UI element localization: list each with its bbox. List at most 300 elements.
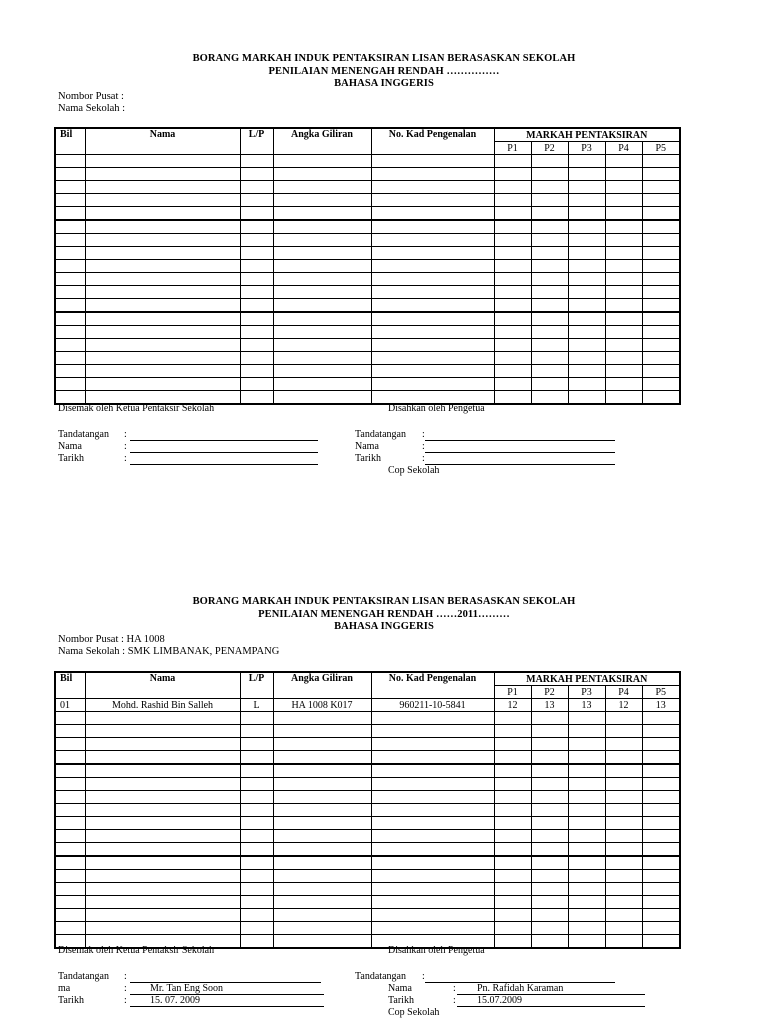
table-cell[interactable] [494, 391, 531, 405]
table-cell[interactable] [531, 778, 568, 791]
table-cell[interactable] [494, 286, 531, 299]
table-cell[interactable] [494, 247, 531, 260]
table-cell[interactable] [371, 909, 494, 922]
table-cell[interactable]: 13 [531, 699, 568, 712]
table-cell[interactable] [605, 738, 642, 751]
table-cell[interactable] [85, 738, 240, 751]
table-cell[interactable] [605, 804, 642, 817]
table-cell[interactable] [55, 870, 85, 883]
table-cell[interactable] [273, 299, 371, 313]
table-cell[interactable]: 13 [642, 699, 680, 712]
signature-line[interactable] [130, 429, 318, 441]
table-cell[interactable] [531, 273, 568, 286]
table-cell[interactable] [568, 843, 605, 857]
table-cell[interactable] [240, 378, 273, 391]
table-cell[interactable]: 01 [55, 699, 85, 712]
table-cell[interactable] [240, 365, 273, 378]
table-cell[interactable] [55, 883, 85, 896]
table-cell[interactable] [85, 804, 240, 817]
table-cell[interactable] [55, 299, 85, 313]
table-cell[interactable] [642, 791, 680, 804]
table-cell[interactable] [642, 896, 680, 909]
table-cell[interactable] [642, 194, 680, 207]
table-cell[interactable] [85, 194, 240, 207]
table-cell[interactable] [494, 339, 531, 352]
table-cell[interactable] [273, 883, 371, 896]
table-cell[interactable] [55, 378, 85, 391]
table-cell[interactable] [371, 168, 494, 181]
table-cell[interactable] [494, 181, 531, 194]
table-cell[interactable] [642, 168, 680, 181]
table-cell[interactable] [494, 194, 531, 207]
table-cell[interactable] [531, 181, 568, 194]
table-cell[interactable] [642, 725, 680, 738]
table-cell[interactable] [371, 220, 494, 234]
table-cell[interactable] [531, 922, 568, 935]
table-cell[interactable] [568, 712, 605, 725]
table-cell[interactable] [55, 751, 85, 765]
table-cell[interactable] [371, 725, 494, 738]
signature-line[interactable] [425, 429, 615, 441]
table-cell[interactable] [85, 299, 240, 313]
table-cell[interactable] [531, 365, 568, 378]
table-cell[interactable]: Mohd. Rashid Bin Salleh [85, 699, 240, 712]
table-cell[interactable] [55, 830, 85, 843]
table-cell[interactable] [568, 804, 605, 817]
table-cell[interactable] [605, 194, 642, 207]
table-cell[interactable] [494, 843, 531, 857]
table-cell[interactable] [642, 856, 680, 870]
table-cell[interactable] [494, 791, 531, 804]
table-cell[interactable] [240, 791, 273, 804]
table-cell[interactable] [642, 738, 680, 751]
table-cell[interactable] [273, 751, 371, 765]
table-cell[interactable] [85, 207, 240, 221]
table-cell[interactable]: 12 [494, 699, 531, 712]
table-cell[interactable] [85, 856, 240, 870]
table-cell[interactable] [371, 778, 494, 791]
table-cell[interactable] [85, 273, 240, 286]
table-cell[interactable] [605, 181, 642, 194]
table-cell[interactable] [55, 234, 85, 247]
table-cell[interactable] [85, 352, 240, 365]
table-cell[interactable] [568, 922, 605, 935]
table-cell[interactable] [531, 830, 568, 843]
table-cell[interactable] [568, 155, 605, 168]
table-cell[interactable] [605, 843, 642, 857]
table-cell[interactable] [494, 326, 531, 339]
table-cell[interactable] [494, 168, 531, 181]
table-cell[interactable] [273, 378, 371, 391]
table-cell[interactable] [605, 365, 642, 378]
table-cell[interactable] [531, 207, 568, 221]
table-cell[interactable] [85, 896, 240, 909]
table-cell[interactable] [273, 843, 371, 857]
table-cell[interactable] [605, 273, 642, 286]
table-cell[interactable] [642, 312, 680, 326]
table-cell[interactable] [85, 778, 240, 791]
table-cell[interactable] [240, 712, 273, 725]
signature-line[interactable] [130, 453, 318, 465]
table-cell[interactable] [55, 260, 85, 273]
table-cell[interactable] [85, 791, 240, 804]
table-cell[interactable] [55, 909, 85, 922]
table-cell[interactable] [605, 830, 642, 843]
table-cell[interactable] [240, 155, 273, 168]
table-cell[interactable] [273, 273, 371, 286]
table-cell[interactable] [273, 896, 371, 909]
table-cell[interactable] [568, 791, 605, 804]
table-cell[interactable] [605, 378, 642, 391]
table-cell[interactable] [85, 365, 240, 378]
table-cell[interactable] [55, 791, 85, 804]
table-cell[interactable] [568, 817, 605, 830]
table-cell[interactable] [531, 352, 568, 365]
table-cell[interactable] [55, 273, 85, 286]
table-cell[interactable] [273, 220, 371, 234]
table-cell[interactable] [240, 909, 273, 922]
table-cell[interactable] [494, 312, 531, 326]
table-cell[interactable] [240, 273, 273, 286]
table-cell[interactable] [273, 778, 371, 791]
table-cell[interactable] [240, 181, 273, 194]
table-cell[interactable] [531, 326, 568, 339]
table-cell[interactable] [568, 326, 605, 339]
table-cell[interactable] [605, 712, 642, 725]
table-cell[interactable] [531, 896, 568, 909]
table-cell[interactable] [55, 391, 85, 405]
table-cell[interactable] [568, 856, 605, 870]
table-cell[interactable] [642, 764, 680, 778]
table-cell[interactable] [273, 260, 371, 273]
table-cell[interactable] [240, 817, 273, 830]
signature-line[interactable] [130, 995, 324, 1007]
table-cell[interactable] [273, 870, 371, 883]
table-cell[interactable] [642, 883, 680, 896]
table-cell[interactable] [568, 751, 605, 765]
table-cell[interactable] [273, 764, 371, 778]
table-cell[interactable]: 13 [568, 699, 605, 712]
signature-line[interactable] [457, 983, 645, 995]
table-cell[interactable] [494, 922, 531, 935]
table-cell[interactable] [642, 352, 680, 365]
table-cell[interactable] [371, 339, 494, 352]
table-cell[interactable] [240, 352, 273, 365]
table-cell[interactable] [85, 712, 240, 725]
table-cell[interactable] [494, 909, 531, 922]
table-cell[interactable] [531, 247, 568, 260]
table-cell[interactable] [642, 922, 680, 935]
table-cell[interactable] [531, 751, 568, 765]
table-cell[interactable] [605, 312, 642, 326]
table-cell[interactable] [371, 155, 494, 168]
table-cell[interactable] [371, 883, 494, 896]
table-cell[interactable] [605, 247, 642, 260]
table-cell[interactable] [273, 352, 371, 365]
table-cell[interactable] [568, 194, 605, 207]
table-cell[interactable] [568, 365, 605, 378]
table-cell[interactable] [55, 286, 85, 299]
table-cell[interactable] [85, 155, 240, 168]
table-cell[interactable] [568, 778, 605, 791]
table-cell[interactable] [531, 312, 568, 326]
table-cell[interactable] [371, 870, 494, 883]
table-cell[interactable] [568, 896, 605, 909]
table-cell[interactable] [642, 751, 680, 765]
table-cell[interactable] [568, 352, 605, 365]
table-cell[interactable] [568, 181, 605, 194]
table-cell[interactable] [605, 909, 642, 922]
table-cell[interactable] [273, 712, 371, 725]
table-cell[interactable] [494, 273, 531, 286]
table-cell[interactable] [85, 286, 240, 299]
table-cell[interactable] [240, 843, 273, 857]
table-cell[interactable] [531, 339, 568, 352]
table-cell[interactable] [605, 751, 642, 765]
table-cell[interactable] [642, 181, 680, 194]
table-cell[interactable] [531, 725, 568, 738]
table-cell[interactable] [531, 260, 568, 273]
table-cell[interactable] [531, 194, 568, 207]
table-cell[interactable] [371, 326, 494, 339]
table-cell[interactable] [371, 751, 494, 765]
table-cell[interactable] [531, 299, 568, 313]
table-cell[interactable] [371, 378, 494, 391]
table-cell[interactable] [605, 856, 642, 870]
table-cell[interactable] [605, 870, 642, 883]
table-cell[interactable] [568, 207, 605, 221]
table-cell[interactable] [494, 856, 531, 870]
table-cell[interactable] [605, 155, 642, 168]
table-cell[interactable] [240, 804, 273, 817]
table-cell[interactable] [55, 326, 85, 339]
table-cell[interactable] [240, 922, 273, 935]
table-cell[interactable] [642, 378, 680, 391]
table-cell[interactable] [494, 299, 531, 313]
table-cell[interactable] [371, 856, 494, 870]
table-cell[interactable] [605, 778, 642, 791]
table-cell[interactable] [273, 312, 371, 326]
table-cell[interactable] [273, 365, 371, 378]
table-cell[interactable] [568, 391, 605, 405]
table-cell[interactable] [55, 207, 85, 221]
table-cell[interactable] [531, 909, 568, 922]
table-cell[interactable]: 12 [605, 699, 642, 712]
table-cell[interactable] [531, 234, 568, 247]
table-cell[interactable] [371, 247, 494, 260]
table-cell[interactable] [568, 247, 605, 260]
table-cell[interactable] [494, 804, 531, 817]
table-cell[interactable] [605, 168, 642, 181]
table-cell[interactable] [240, 391, 273, 405]
table-cell[interactable] [494, 896, 531, 909]
table-cell[interactable] [371, 234, 494, 247]
table-cell[interactable] [240, 856, 273, 870]
table-cell[interactable] [642, 299, 680, 313]
table-cell[interactable] [273, 168, 371, 181]
table-cell[interactable] [642, 234, 680, 247]
table-cell[interactable] [85, 870, 240, 883]
signature-line[interactable] [130, 983, 324, 995]
table-cell[interactable] [494, 378, 531, 391]
table-cell[interactable] [494, 352, 531, 365]
table-cell[interactable] [55, 365, 85, 378]
table-cell[interactable] [371, 207, 494, 221]
table-cell[interactable] [273, 791, 371, 804]
signature-line[interactable] [425, 971, 615, 983]
table-cell[interactable] [605, 352, 642, 365]
table-cell[interactable] [568, 883, 605, 896]
table-cell[interactable] [273, 725, 371, 738]
table-cell[interactable] [531, 168, 568, 181]
table-cell[interactable] [240, 883, 273, 896]
table-cell[interactable] [371, 764, 494, 778]
table-cell[interactable] [55, 725, 85, 738]
table-cell[interactable] [240, 312, 273, 326]
table-cell[interactable] [605, 791, 642, 804]
table-cell[interactable] [85, 312, 240, 326]
table-cell[interactable] [55, 922, 85, 935]
table-cell[interactable] [240, 247, 273, 260]
table-cell[interactable] [568, 312, 605, 326]
table-cell[interactable] [85, 751, 240, 765]
table-cell[interactable] [240, 751, 273, 765]
table-cell[interactable] [85, 843, 240, 857]
table-cell[interactable] [494, 778, 531, 791]
table-cell[interactable] [605, 896, 642, 909]
table-cell[interactable] [642, 247, 680, 260]
table-cell[interactable] [531, 286, 568, 299]
table-cell[interactable] [273, 247, 371, 260]
table-cell[interactable] [55, 738, 85, 751]
table-cell[interactable] [642, 273, 680, 286]
table-cell[interactable] [55, 155, 85, 168]
table-cell[interactable] [494, 764, 531, 778]
table-cell[interactable] [642, 339, 680, 352]
table-cell[interactable] [240, 738, 273, 751]
table-cell[interactable] [371, 791, 494, 804]
table-cell[interactable] [568, 273, 605, 286]
table-cell[interactable] [240, 286, 273, 299]
table-cell[interactable] [273, 326, 371, 339]
table-cell[interactable] [371, 273, 494, 286]
table-cell[interactable] [371, 896, 494, 909]
table-cell[interactable] [494, 870, 531, 883]
table-cell[interactable] [605, 339, 642, 352]
table-cell[interactable] [494, 207, 531, 221]
table-cell[interactable] [531, 843, 568, 857]
table-cell[interactable] [55, 817, 85, 830]
table-cell[interactable] [605, 922, 642, 935]
table-cell[interactable] [273, 738, 371, 751]
table-cell[interactable] [371, 260, 494, 273]
table-cell[interactable] [85, 909, 240, 922]
table-cell[interactable] [531, 870, 568, 883]
table-cell[interactable] [371, 181, 494, 194]
table-cell[interactable] [531, 804, 568, 817]
table-cell[interactable] [494, 155, 531, 168]
table-cell[interactable] [568, 260, 605, 273]
table-cell[interactable] [494, 751, 531, 765]
table-cell[interactable]: L [240, 699, 273, 712]
table-cell[interactable] [605, 207, 642, 221]
table-cell[interactable] [531, 378, 568, 391]
table-cell[interactable] [240, 778, 273, 791]
table-cell[interactable] [642, 870, 680, 883]
signature-line[interactable] [130, 971, 321, 983]
table-cell[interactable] [273, 909, 371, 922]
table-cell[interactable] [642, 155, 680, 168]
table-cell[interactable] [273, 155, 371, 168]
table-cell[interactable] [55, 181, 85, 194]
table-cell[interactable] [273, 234, 371, 247]
table-cell[interactable] [531, 856, 568, 870]
table-cell[interactable] [273, 207, 371, 221]
table-cell[interactable] [371, 843, 494, 857]
table-cell[interactable]: 960211-10-5841 [371, 699, 494, 712]
table-cell[interactable] [531, 712, 568, 725]
table-cell[interactable] [240, 725, 273, 738]
table-cell[interactable] [568, 299, 605, 313]
table-cell[interactable] [642, 391, 680, 405]
table-cell[interactable] [273, 817, 371, 830]
table-cell[interactable] [605, 725, 642, 738]
table-cell[interactable] [494, 712, 531, 725]
table-cell[interactable] [494, 738, 531, 751]
table-cell[interactable] [273, 339, 371, 352]
table-cell[interactable] [568, 909, 605, 922]
table-cell[interactable] [371, 830, 494, 843]
table-cell[interactable] [494, 365, 531, 378]
table-cell[interactable] [273, 922, 371, 935]
table-cell[interactable] [55, 312, 85, 326]
table-cell[interactable] [371, 352, 494, 365]
table-cell[interactable] [494, 883, 531, 896]
table-cell[interactable] [642, 909, 680, 922]
table-cell[interactable] [568, 339, 605, 352]
table-cell[interactable] [85, 234, 240, 247]
table-cell[interactable] [85, 391, 240, 405]
table-cell[interactable] [568, 738, 605, 751]
table-cell[interactable] [240, 260, 273, 273]
table-cell[interactable] [642, 220, 680, 234]
table-cell[interactable] [273, 286, 371, 299]
table-cell[interactable] [273, 830, 371, 843]
table-cell[interactable] [371, 817, 494, 830]
table-cell[interactable] [55, 220, 85, 234]
table-cell[interactable] [85, 830, 240, 843]
table-cell[interactable] [605, 220, 642, 234]
table-cell[interactable] [273, 391, 371, 405]
table-cell[interactable] [531, 791, 568, 804]
table-cell[interactable] [568, 870, 605, 883]
table-cell[interactable] [240, 220, 273, 234]
table-cell[interactable] [240, 764, 273, 778]
table-cell[interactable] [85, 168, 240, 181]
signature-line[interactable] [130, 441, 318, 453]
table-cell[interactable] [85, 339, 240, 352]
table-cell[interactable] [371, 922, 494, 935]
table-cell[interactable] [642, 778, 680, 791]
signature-line[interactable] [425, 453, 615, 465]
table-cell[interactable] [605, 883, 642, 896]
table-cell[interactable] [371, 712, 494, 725]
table-cell[interactable] [55, 712, 85, 725]
table-cell[interactable] [494, 260, 531, 273]
table-cell[interactable] [240, 194, 273, 207]
table-cell[interactable] [371, 804, 494, 817]
table-cell[interactable] [240, 896, 273, 909]
